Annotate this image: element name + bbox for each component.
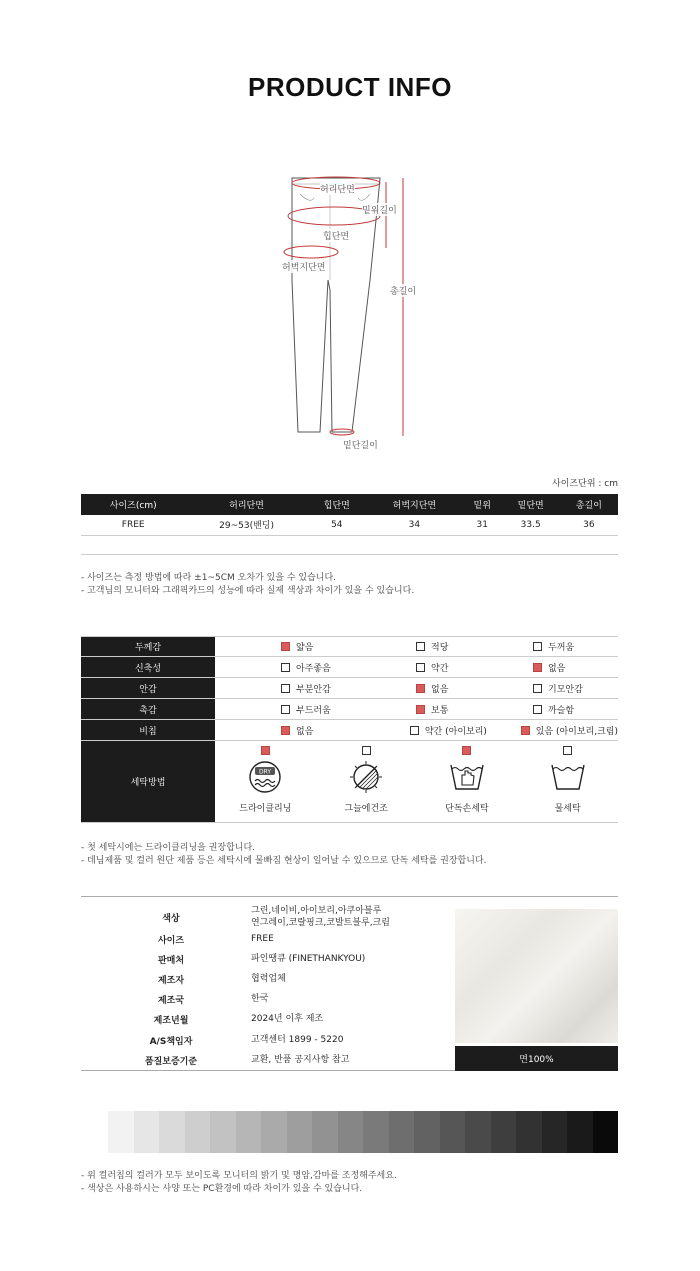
- checkbox-checked-icon: [281, 726, 290, 735]
- option-label: 아주좋음: [296, 663, 331, 674]
- feature-row-stretch: [81, 657, 618, 678]
- feature-option: [215, 678, 366, 698]
- info-row-date: [81, 1013, 451, 1026]
- checkbox-empty-icon: [281, 663, 290, 672]
- feature-label: 두께감: [81, 637, 215, 656]
- feature-option: [501, 699, 618, 719]
- checkbox-checked-icon: [416, 705, 425, 714]
- info-label: A/S책임자: [149, 1037, 193, 1047]
- wash-item-label: 단독손세탁: [445, 804, 489, 814]
- checkbox-checked-icon: [416, 684, 425, 693]
- grayscale-swatch: [491, 1111, 517, 1153]
- feature-option: [215, 720, 360, 740]
- water-wash-icon: [549, 759, 587, 795]
- wash-item: [215, 741, 316, 822]
- note-line: - 첫 세탁시에는 드라이클리닝을 권장합니다.: [81, 843, 256, 853]
- option-label: 적당: [431, 643, 449, 653]
- feature-option: [366, 637, 501, 656]
- grayscale-swatch: [108, 1111, 134, 1153]
- thigh-label: 허벅지단면: [282, 260, 325, 273]
- note-line: - 사이즈는 측정 방법에 따라 ±1~5CM 오차가 있을 수 있습니다.: [81, 573, 337, 583]
- color-notes: [81, 1170, 397, 1196]
- feature-option: [360, 720, 489, 740]
- product-info-table: [81, 896, 618, 1071]
- option-label: 보통: [431, 705, 449, 716]
- table-cell: 54: [308, 515, 366, 535]
- info-row-size: [81, 933, 451, 946]
- size-unit: 사이즈단위 : cm: [552, 479, 618, 489]
- grayscale-swatch: [465, 1111, 491, 1153]
- size-header: 사이즈(cm): [81, 494, 185, 515]
- info-label: 제조자: [157, 976, 185, 986]
- wash-label: 세탁방법: [81, 741, 215, 822]
- rise-header: 밑위: [463, 494, 502, 515]
- feature-label: 비침: [81, 720, 215, 740]
- option-label: 없음: [431, 684, 449, 695]
- info-row-as: [81, 1034, 451, 1047]
- waist-label: 허리단면: [320, 182, 355, 195]
- grayscale-swatch: [134, 1111, 160, 1153]
- info-label: 사이즈: [157, 936, 185, 946]
- size-table-header: [81, 494, 618, 515]
- info-row-manufacturer: [81, 973, 451, 986]
- wash-item-label: 그늘에건조: [344, 804, 388, 814]
- checkbox-empty-icon: [533, 642, 542, 651]
- grayscale-swatch: [593, 1111, 619, 1153]
- length-header: 총길이: [560, 494, 618, 515]
- feature-option: [489, 720, 618, 740]
- table-spacer-row: [81, 535, 618, 555]
- grayscale-swatch: [287, 1111, 313, 1153]
- note-line: - 위 컬러칩의 컬러가 모두 보이도록 모니터의 밝기 및 명암,감마를 조정해주세요.: [81, 1171, 397, 1181]
- info-label: 제조년월: [153, 1016, 189, 1026]
- grayscale-swatch: [236, 1111, 262, 1153]
- hip-header: 힙단면: [308, 494, 366, 515]
- note-line: - 데님제품 및 컬러 원단 제품 등은 세탁시에 물빠짐 현상이 일어날 수 있으므로 단독 세탁를 권장합니다.: [81, 856, 487, 866]
- info-value: FREE: [251, 934, 274, 944]
- grayscale-swatch: [185, 1111, 211, 1153]
- info-value: 파인땡큐 (FINETHANKYOU): [251, 954, 366, 964]
- feature-option: [366, 678, 501, 698]
- wash-item-label: 드라이클리닝: [239, 804, 292, 814]
- waist-header: 허리단면: [185, 494, 307, 515]
- thigh-header: 허벅지단면: [366, 494, 463, 515]
- option-label: 있음 (아이보리,크림): [535, 726, 619, 737]
- wash-item: [517, 741, 618, 822]
- feature-row-thickness: [81, 636, 618, 657]
- pants-measurement-diagram: [270, 170, 430, 460]
- page-title: PRODUCT INFO: [248, 72, 452, 102]
- checkbox-empty-icon: [563, 746, 572, 755]
- note-line: - 색상은 사용하시는 사양 또는 PC환경에 따라 차이가 있을 수 있습니다.: [81, 1184, 363, 1194]
- wash-row: [81, 741, 618, 823]
- feature-table: [81, 636, 618, 823]
- info-value: 교환, 반품 공지사항 참고: [251, 1055, 350, 1065]
- checkbox-empty-icon: [533, 705, 542, 714]
- feature-option: [215, 699, 366, 719]
- feature-label: 안감: [81, 678, 215, 698]
- feature-option: [501, 678, 618, 698]
- grayscale-color-chip: [108, 1111, 618, 1153]
- dry-clean-icon: [246, 759, 284, 795]
- feature-row-sheerness: [81, 720, 618, 741]
- option-label: 없음: [548, 663, 566, 674]
- info-label: 색상: [162, 914, 180, 924]
- hem-header: 밑단면: [502, 494, 560, 515]
- checkbox-checked-icon: [521, 726, 530, 735]
- option-label: 부분안감: [296, 684, 331, 695]
- option-label: 얇음: [296, 643, 314, 653]
- grayscale-swatch: [414, 1111, 440, 1153]
- grayscale-swatch: [567, 1111, 593, 1153]
- info-row-warranty: [81, 1054, 451, 1067]
- wash-item: [316, 741, 417, 822]
- checkbox-empty-icon: [416, 663, 425, 672]
- grayscale-swatch: [210, 1111, 236, 1153]
- hip-label: 힙단면: [323, 229, 349, 242]
- wash-notes: [81, 842, 486, 868]
- checkbox-empty-icon: [416, 642, 425, 651]
- grayscale-swatch: [261, 1111, 287, 1153]
- feature-label: 신축성: [81, 657, 215, 677]
- info-label: 제조국: [157, 996, 185, 1006]
- table-row: [81, 515, 618, 535]
- feature-row-texture: [81, 699, 618, 720]
- checkbox-checked-icon: [261, 746, 270, 755]
- fabric-photo: [455, 909, 618, 1043]
- checkbox-empty-icon: [410, 726, 419, 735]
- wash-item-label: 물세탁: [554, 804, 581, 814]
- feature-option: [215, 657, 366, 677]
- option-label: 두꺼움: [548, 643, 575, 653]
- info-value: 한국: [251, 994, 269, 1004]
- info-row-seller: [81, 953, 451, 966]
- info-value: 고객센터 1899 - 5220: [251, 1035, 344, 1045]
- table-cell: 36: [560, 515, 618, 535]
- info-label: 판매처: [157, 956, 185, 966]
- option-label: 부드러움: [296, 705, 331, 716]
- size-table: [81, 494, 618, 536]
- feature-option: [366, 657, 501, 677]
- checkbox-empty-icon: [281, 705, 290, 714]
- feature-option: [501, 657, 618, 677]
- table-cell: 34: [366, 515, 463, 535]
- option-label: 까슬함: [548, 705, 575, 716]
- info-value: 협력업체: [251, 974, 286, 984]
- shade-dry-icon: [347, 759, 385, 795]
- wash-item: [417, 741, 518, 822]
- info-value: 그린,네이비,아이보리,아쿠아블루 연그레이,코랄핑크,코발트블루,크림: [251, 906, 390, 928]
- grayscale-swatch: [389, 1111, 415, 1153]
- grayscale-swatch: [440, 1111, 466, 1153]
- fabric-composition: 면100%: [455, 1046, 618, 1071]
- grayscale-swatch: [363, 1111, 389, 1153]
- length-label: 총길이: [390, 284, 416, 297]
- info-label: 품질보증기준: [144, 1057, 198, 1067]
- hand-wash-icon: [448, 759, 486, 795]
- checkbox-empty-icon: [533, 684, 542, 693]
- info-row-country: [81, 993, 451, 1006]
- note-line: - 고객님의 모니터와 그래픽카드의 성능에 따라 실제 색상과 차이가 있을 수 있습니다.: [81, 586, 415, 596]
- checkbox-checked-icon: [281, 642, 290, 651]
- feature-row-lining: [81, 678, 618, 699]
- option-label: 기모안감: [548, 684, 583, 695]
- size-notes: [81, 572, 414, 598]
- table-cell: 29~53(밴딩): [185, 515, 307, 535]
- hem-label: 밑단길이: [343, 438, 378, 451]
- grayscale-swatch: [312, 1111, 338, 1153]
- checkbox-empty-icon: [362, 746, 371, 755]
- option-label: 약간 (아이보리): [424, 726, 487, 737]
- info-value: 2024년 이후 제조: [251, 1014, 324, 1024]
- svg-text:DRY: DRY: [259, 768, 272, 776]
- checkbox-checked-icon: [533, 663, 542, 672]
- pants-outline-icon: [270, 170, 430, 460]
- feature-option: [215, 637, 366, 656]
- option-label: 없음: [296, 726, 314, 737]
- rise-label: 밑위길이: [362, 203, 397, 216]
- option-label: 약간: [431, 663, 449, 674]
- grayscale-swatch: [159, 1111, 185, 1153]
- grayscale-swatch: [542, 1111, 568, 1153]
- table-cell: 31: [463, 515, 502, 535]
- info-row-color: [81, 905, 451, 929]
- checkbox-empty-icon: [281, 684, 290, 693]
- table-cell: 33.5: [502, 515, 560, 535]
- feature-option: [501, 637, 618, 656]
- grayscale-swatch: [516, 1111, 542, 1153]
- table-cell: FREE: [81, 515, 185, 535]
- checkbox-checked-icon: [462, 746, 471, 755]
- feature-label: 촉감: [81, 699, 215, 719]
- feature-option: [366, 699, 501, 719]
- grayscale-swatch: [338, 1111, 364, 1153]
